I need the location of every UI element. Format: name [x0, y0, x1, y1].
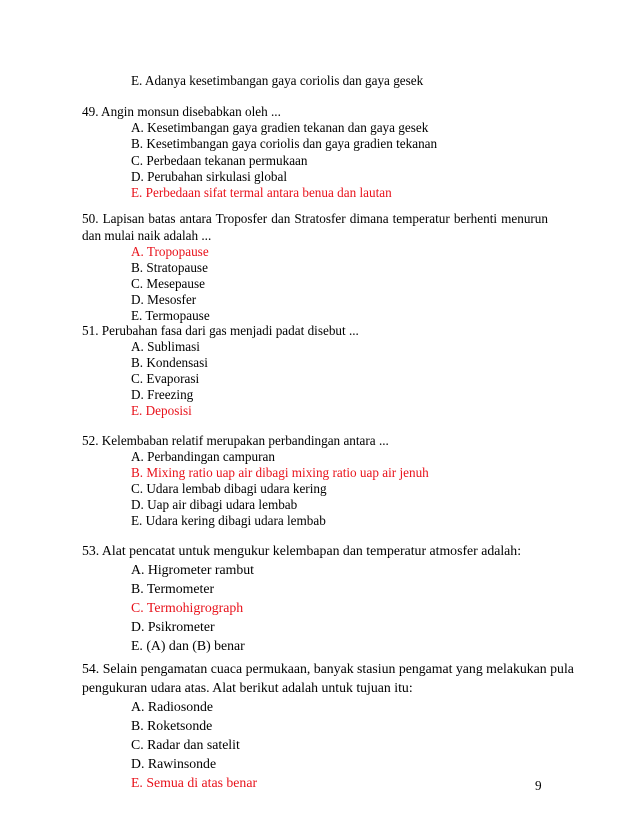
- q53-option-b: B. Termometer: [131, 581, 215, 596]
- question-49: 49. Angin monsun disebabkan oleh ...: [82, 104, 281, 119]
- q51-option-b: B. Kondensasi: [131, 355, 208, 370]
- page-number: 9: [535, 778, 542, 793]
- q52-option-e: E. Udara kering dibagi udara lembab: [131, 513, 326, 528]
- question-50-line1: 50. Lapisan batas antara Troposfer dan Stratosfer dimana temperatur berhenti menurun: [82, 211, 548, 226]
- q52-option-d: D. Uap air dibagi udara lembab: [131, 497, 298, 512]
- q50-option-e: E. Termopause: [131, 308, 210, 323]
- q52-option-c: C. Udara lembab dibagi udara kering: [131, 481, 327, 496]
- q49-option-a: A. Kesetimbangan gaya gradien tekanan dan gaya gesek: [131, 120, 429, 135]
- q51-option-e-answer: E. Deposisi: [131, 403, 192, 418]
- q51-option-a: A. Sublimasi: [131, 339, 200, 354]
- q54-option-c: C. Radar dan satelit: [131, 737, 240, 752]
- q52-option-b-answer: B. Mixing ratio uap air dibagi mixing ratio uap air jenuh: [131, 465, 429, 480]
- q49-option-d: D. Perubahan sirkulasi global: [131, 169, 288, 184]
- q53-option-a: A. Higrometer rambut: [131, 562, 254, 577]
- question-52: 52. Kelembaban relatif merupakan perbandingan antara ...: [82, 433, 389, 448]
- q50-option-c: C. Mesepause: [131, 276, 205, 291]
- prev-question-option-e: E. Adanya kesetimbangan gaya coriolis dan gaya gesek: [131, 73, 424, 88]
- q50-option-a-answer: A. Tropopause: [131, 244, 209, 259]
- q50-option-b: B. Stratopause: [131, 260, 208, 275]
- q54-option-a: A. Radiosonde: [131, 699, 214, 714]
- q49-option-e-answer: E. Perbedaan sifat termal antara benua dan lautan: [131, 185, 392, 200]
- q51-option-d: D. Freezing: [131, 387, 194, 402]
- q54-option-b: B. Roketsonde: [131, 718, 213, 733]
- q49-option-b: B. Kesetimbangan gaya coriolis dan gaya gradien tekanan: [131, 136, 438, 151]
- q51-option-c: C. Evaporasi: [131, 371, 200, 386]
- q49-option-c: C. Perbedaan tekanan permukaan: [131, 153, 308, 168]
- question-53: 53. Alat pencatat untuk mengukur kelembapan dan temperatur atmosfer adalah:: [82, 543, 522, 558]
- question-54-line2: pengukuran udara atas. Alat berikut adalah untuk tujuan itu:: [82, 680, 413, 695]
- q53-option-e: E. (A) dan (B) benar: [131, 638, 245, 653]
- question-51: 51. Perubahan fasa dari gas menjadi padat disebut ...: [82, 323, 359, 338]
- q53-option-d: D. Psikrometer: [131, 619, 215, 634]
- q52-option-a: A. Perbandingan campuran: [131, 449, 275, 464]
- q50-option-d: D. Mesosfer: [131, 292, 197, 307]
- question-54-line1: 54. Selain pengamatan cuaca permukaan, banyak stasiun pengamat yang melakukan pula: [82, 661, 574, 676]
- question-50-line2: dan mulai naik adalah ...: [82, 228, 212, 243]
- q54-option-d: D. Rawinsonde: [131, 756, 217, 771]
- q54-option-e-answer: E. Semua di atas benar: [131, 775, 258, 790]
- q53-option-c-answer: C. Termohigrograph: [131, 600, 244, 615]
